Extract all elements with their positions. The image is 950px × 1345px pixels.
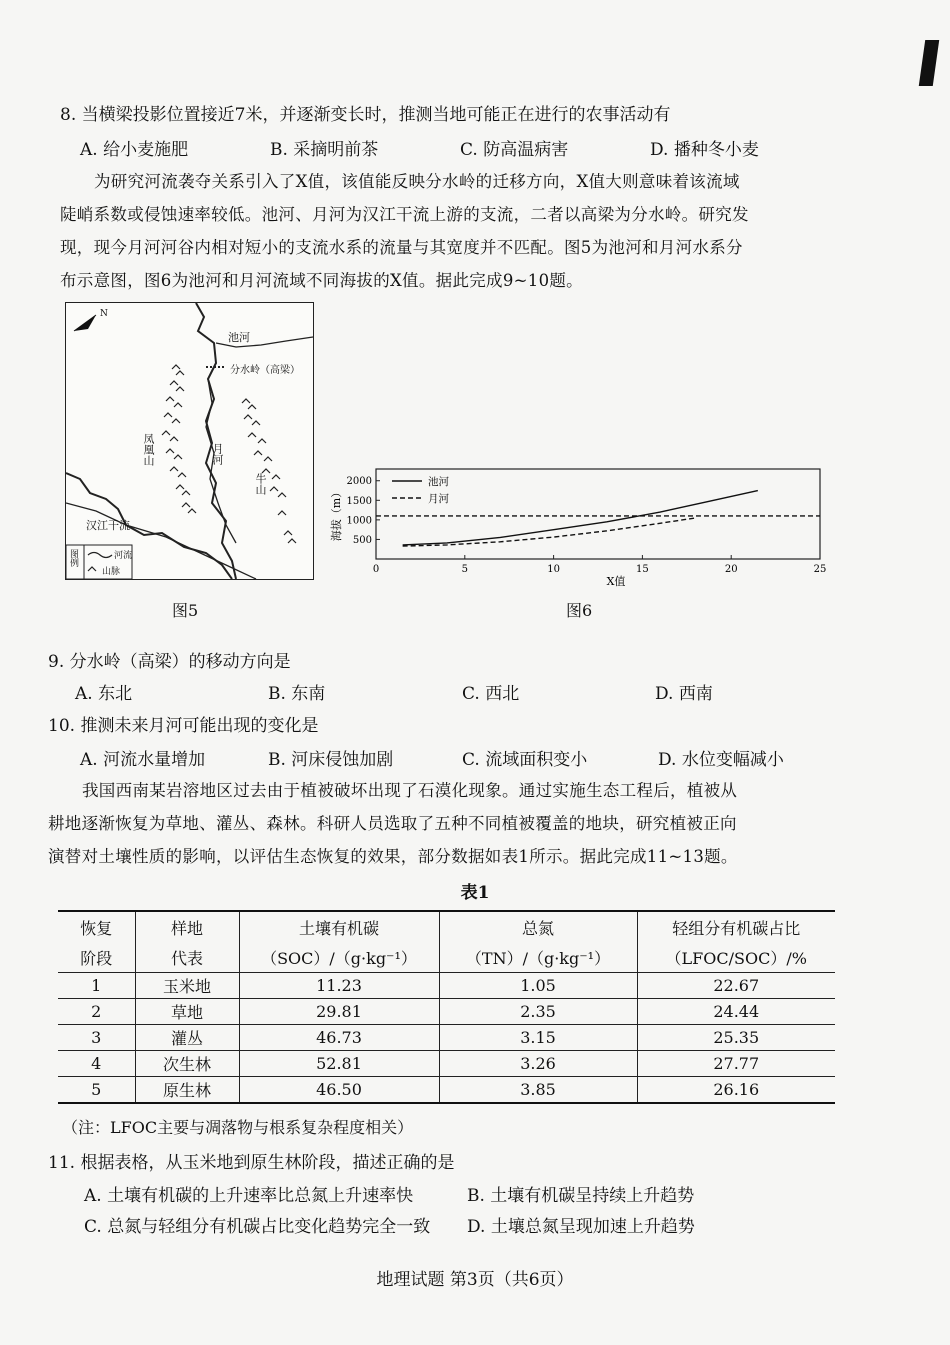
table-cell: 22.67 (637, 973, 835, 999)
table-header-cell: 样地 (135, 911, 239, 942)
x-tick-label: 10 (547, 564, 560, 575)
table1 (58, 910, 835, 1104)
x-axis-label: X值 (606, 575, 626, 588)
table-cell: 原生林 (135, 1077, 239, 1104)
table-cell: 3.15 (439, 1025, 637, 1051)
table-cell: 1 (58, 973, 135, 999)
table-header-cell: （SOC）/（g·kg⁻¹） (239, 942, 439, 973)
q10-stem: 10. 推测未来月河可能出现的变化是 (48, 716, 319, 736)
q11-option-c[interactable]: C. 总氮与轻组分有机碳占比变化趋势完全一致 (84, 1217, 431, 1237)
q11-option-d[interactable]: D. 土壤总氮呈现加速上升趋势 (467, 1217, 695, 1237)
table-cell: 11.23 (239, 973, 439, 999)
passage1-line: 为研究河流袭夺关系引入了X值，该值能反映分水岭的迁移方向，X值大则意味着该流域 (94, 172, 740, 191)
table-cell: 玉米地 (135, 973, 239, 999)
label-niu-mountain: 牛山 (254, 473, 267, 495)
label-fenghuang-mountain: 凤凰山 (142, 433, 155, 466)
series-line-chi-river (403, 491, 758, 545)
q10-option-c[interactable]: C. 流域面积变小 (462, 750, 588, 770)
passage1-line: 现，现今月河河谷内相对短小的支流水系的流量与其宽度并不匹配。图5为池河和月河水系分 (60, 238, 743, 257)
fig5-caption: 图5 (172, 601, 199, 620)
table-header-cell: 恢复 (58, 911, 135, 942)
y-tick-label: 500 (352, 534, 372, 546)
table-cell: 2 (58, 999, 135, 1025)
mountain-range-niushan (242, 399, 296, 543)
table-cell: 5 (58, 1077, 135, 1104)
q8-option-b[interactable]: B. 采摘明前茶 (270, 140, 379, 160)
q10-option-d[interactable]: D. 水位变幅减小 (658, 750, 784, 770)
table-cell: 3.26 (439, 1051, 637, 1077)
label-yue-river: 月河 (211, 443, 224, 465)
q9-option-a[interactable]: A. 东北 (75, 684, 133, 704)
table-cell: 1.05 (439, 973, 637, 999)
table-cell: 次生林 (135, 1051, 239, 1077)
table-header-row (58, 942, 835, 973)
table-row (58, 973, 835, 999)
x-tick-label: 20 (724, 564, 738, 575)
legend-title: 图例 (68, 549, 78, 567)
q8-option-d[interactable]: D. 播种冬小麦 (650, 140, 759, 160)
table-row (58, 1077, 835, 1104)
passage2-line: 我国西南某岩溶地区过去由于植被破坏出现了石漠化现象。通过实施生态工程后，植被从 (82, 781, 738, 800)
table-header-cell: 轻组分有机碳占比 (637, 911, 835, 942)
table-cell: 27.77 (637, 1051, 835, 1077)
fig6-caption: 图6 (566, 601, 593, 620)
series-line-yue-river (403, 518, 696, 546)
y-axis-label: 海拔（m） (330, 486, 343, 542)
figure5-map (65, 302, 314, 580)
q11-option-b[interactable]: B. 土壤有机碳呈持续上升趋势 (467, 1186, 695, 1206)
table-header-cell: 代表 (135, 942, 239, 973)
legend-label: 池河 (428, 476, 449, 488)
table-row (58, 1025, 835, 1051)
label-divide: 分水岭（高梁） (230, 365, 300, 376)
passage2-line: 演替对土壤性质的影响，以评估生态恢复的效果，部分数据如表1所示。据此完成11~13题。 (48, 847, 738, 866)
y-tick-label: 2000 (346, 476, 372, 488)
x-tick-label: 15 (636, 564, 649, 575)
legend-label: 月河 (428, 493, 449, 505)
q9-option-c[interactable]: C. 西北 (462, 684, 520, 704)
label-chi-river: 池河 (228, 331, 250, 344)
table-cell: 4 (58, 1051, 135, 1077)
q10-option-a[interactable]: A. 河流水量增加 (80, 750, 206, 770)
passage2-line: 耕地逐渐恢复为草地、灌丛、森林。科研人员选取了五种不同植被覆盖的地块，研究植被正向 (48, 814, 737, 833)
table-header-cell: （LFOC/SOC）/% (637, 942, 835, 973)
scan-edge-mark (919, 40, 939, 86)
table-cell: 52.81 (239, 1051, 439, 1077)
figure6-chart (320, 455, 840, 595)
table-header-row (58, 911, 835, 942)
x-tick-label: 0 (372, 564, 380, 575)
map-drawing (66, 303, 313, 579)
table-header-cell: 土壤有机碳 (239, 911, 439, 942)
table-cell: 灌丛 (135, 1025, 239, 1051)
table1-note: （注：LFOC主要与凋落物与根系复杂程度相关） (62, 1118, 414, 1137)
table-cell: 29.81 (239, 999, 439, 1025)
q10-option-b[interactable]: B. 河床侵蚀加剧 (268, 750, 394, 770)
legend-river-label: 河流 (114, 551, 133, 561)
table-cell: 2.35 (439, 999, 637, 1025)
page-footer: 地理试题 第3页（共6页） (376, 1270, 574, 1290)
north-label: N (100, 309, 108, 319)
q9-option-d[interactable]: D. 西南 (655, 684, 713, 704)
passage1-line: 陡峭系数或侵蚀速率较低。池河、月河为汉江干流上游的支流，二者以高梁为分水岭。研究发 (60, 205, 749, 224)
label-hanjiang: 汉江干流 (86, 519, 130, 532)
passage-river-capture (60, 165, 850, 297)
table-cell: 草地 (135, 999, 239, 1025)
q8-stem: 8. 当横梁投影位置接近7米，并逐渐变长时，推测当地可能正在进行的农事活动有 (60, 105, 671, 125)
table-cell: 26.16 (637, 1077, 835, 1104)
table-cell: 46.50 (239, 1077, 439, 1104)
table-header-cell: 总氮 (439, 911, 637, 942)
passage1-line: 布示意图，图6为池河和月河流域不同海拔的X值。据此完成9~10题。 (60, 271, 583, 290)
table-cell: 46.73 (239, 1025, 439, 1051)
q9-stem: 9. 分水岭（高梁）的移动方向是 (48, 652, 291, 672)
x-tick-label: 5 (461, 564, 468, 575)
passage-karst-restoration (48, 774, 848, 873)
table-header-cell: （TN）/（g·kg⁻¹） (439, 942, 637, 973)
mountain-range-fenghuang (162, 365, 196, 513)
y-tick-label: 1000 (346, 515, 372, 527)
q8-option-a[interactable]: A. 给小麦施肥 (80, 140, 189, 160)
table1-title: 表1 (460, 883, 490, 903)
table-row (58, 1051, 835, 1077)
q11-stem: 11. 根据表格，从玉米地到原生林阶段，描述正确的是 (48, 1153, 455, 1173)
table-cell: 3.85 (439, 1077, 637, 1104)
table-row (58, 999, 835, 1025)
q9-option-b[interactable]: B. 东南 (268, 684, 326, 704)
table-header-cell: 阶段 (58, 942, 135, 973)
table-cell: 3 (58, 1025, 135, 1051)
y-tick-label: 1500 (346, 495, 372, 507)
north-arrow-icon (74, 315, 96, 331)
q11-option-a[interactable]: A. 土壤有机碳的上升速率比总氮上升速率快 (84, 1186, 414, 1206)
legend-mountain-label: 山脉 (102, 567, 121, 577)
q8-option-c[interactable]: C. 防高温病害 (460, 140, 569, 160)
table-cell: 24.44 (637, 999, 835, 1025)
x-tick-label: 25 (813, 564, 827, 575)
table-cell: 25.35 (637, 1025, 835, 1051)
